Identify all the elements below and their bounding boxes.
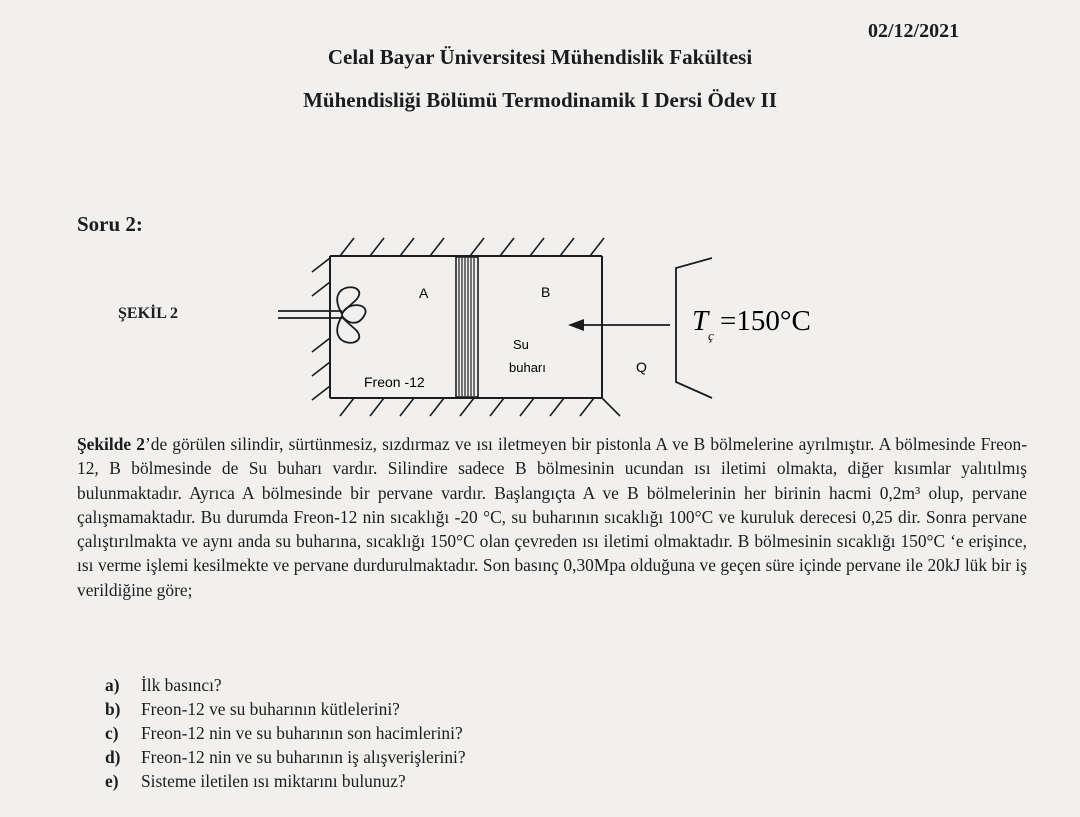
item-text: Sisteme iletilen ısı miktarını bulunuz? bbox=[141, 771, 406, 791]
item-text: Freon-12 ve su buharının kütlelerini? bbox=[141, 699, 400, 719]
item-text: İlk basıncı? bbox=[141, 675, 222, 695]
question-items bbox=[105, 673, 466, 793]
course-title: Mühendisliği Bölümü Termodinamik I Dersi Ödev II bbox=[303, 88, 777, 112]
item-label: c) bbox=[105, 723, 119, 743]
chamber-a-label: A bbox=[419, 285, 429, 301]
item-label: b) bbox=[105, 699, 121, 719]
temperature-subscript: ç bbox=[708, 328, 714, 343]
heat-label: Q bbox=[636, 359, 647, 375]
list-item bbox=[105, 673, 466, 697]
list-item bbox=[105, 769, 466, 793]
list-item bbox=[105, 697, 466, 721]
piston-hatching bbox=[459, 258, 474, 396]
heat-flow-arrow-icon bbox=[568, 319, 670, 331]
temperature-symbol: T bbox=[692, 305, 709, 337]
document-date: 02/12/2021 bbox=[868, 20, 960, 42]
figure-reference: Şekilde 2 bbox=[77, 434, 145, 454]
list-item bbox=[105, 745, 466, 769]
item-text: Freon-12 nin ve su buharının iş alışverişlerini? bbox=[141, 747, 466, 767]
steam-label-line2: buharı bbox=[509, 360, 546, 375]
chamber-b-label: B bbox=[541, 284, 551, 300]
freon-label: Freon -12 bbox=[364, 374, 425, 390]
university-title: Celal Bayar Üniversitesi Mühendislik Fakültesi bbox=[327, 45, 753, 69]
problem-statement bbox=[77, 432, 1027, 602]
item-label: a) bbox=[105, 675, 120, 695]
item-label: d) bbox=[105, 747, 121, 767]
steam-label-line1: Su bbox=[513, 337, 529, 352]
item-label: e) bbox=[105, 771, 119, 791]
list-item bbox=[105, 721, 466, 745]
item-text: Freon-12 nin ve su buharının son hacimlerini? bbox=[141, 723, 463, 743]
temperature-value: =150°C bbox=[720, 305, 811, 337]
question-label: Soru 2: bbox=[77, 212, 143, 236]
propeller-icon bbox=[278, 287, 366, 343]
figure-caption: ŞEKİL 2 bbox=[118, 305, 179, 322]
problem-text: ’de görülen silindir, sürtünmesiz, sızdırmaz ve ısı iletmeyen bir pistonla A ve B bölmelerine ayrılmıştır. A bölmesinde Freon-12, B bölmesinde de Su buharı vardır. Silindire sadece B bölmesinin ucundan ısı iletimi olmakta, diğer kısımlar yalıtılmış bulunmaktadır. Ayrıca A bölmesinde bir pervane vardır. Başlangıçta A ve B bölmelerinin her birinin hacmi 0,2m³ olup, pervane çalışmamaktadır. Bu durumda Freon-12 nin sıcaklığı -20 °C, su buharının sıcaklığı 100°C ve kuruluk derecesi 0,25 dir. Sonra pervane çalıştırılmakta ve aynı anda su buharına, sıcaklığı 150°C olan çevreden ısı iletimi olmaktadır. B bölmesinin sıcaklığı 150°C ‘e erişince, ısı verme işlemi kesilmekte ve pervane durdurulmaktadır. Son basınç 0,30Mpa olduğuna ve geçen süre içinde pervane ile 20kJ lük bir iş verildiğine göre; bbox=[77, 434, 1027, 600]
